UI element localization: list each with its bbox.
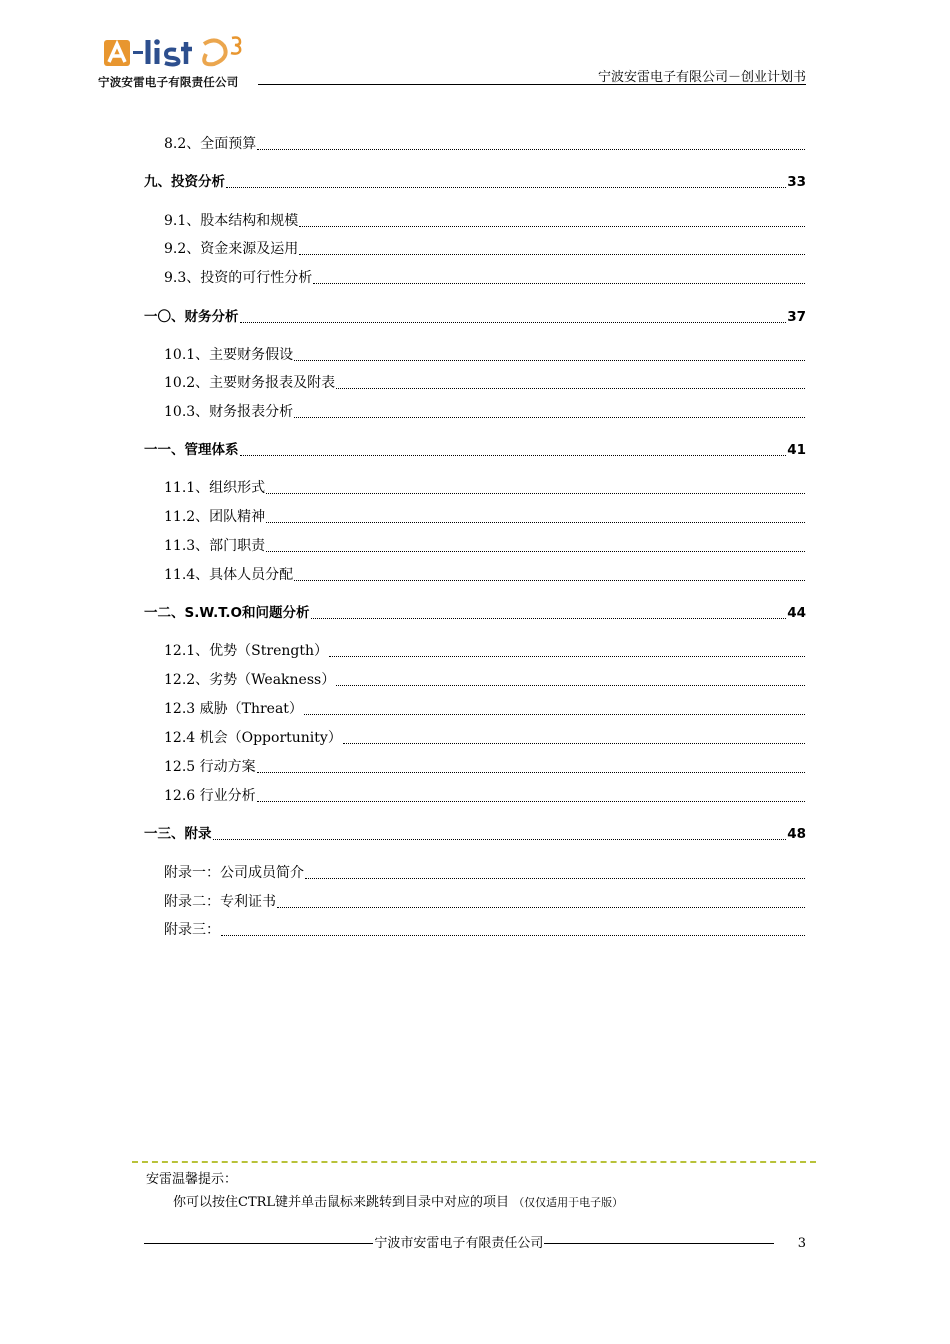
toc-section-label: 一三、附录 xyxy=(144,826,212,842)
toc-entry-label: 9.1、股本结构和规模 xyxy=(164,213,299,229)
page-number: 3 xyxy=(797,1236,807,1251)
toc-leader-dots xyxy=(313,283,805,284)
footer-underline-left xyxy=(144,1243,373,1244)
toc-entry[interactable] xyxy=(164,507,806,527)
toc-leader-dots xyxy=(277,907,805,908)
toc-entry-label: 12.3 威胁（Threat） xyxy=(164,701,303,717)
toc-entry[interactable] xyxy=(164,920,806,940)
toc-section-entry[interactable] xyxy=(144,603,806,623)
toc-entry[interactable] xyxy=(164,892,806,912)
toc-entry-label: 12.4 机会（Opportunity） xyxy=(164,730,342,746)
toc-entry-label: 12.5 行动方案 xyxy=(164,759,256,775)
toc-entry-label: 9.2、资金来源及运用 xyxy=(164,241,299,257)
toc-leader-dots xyxy=(294,417,805,418)
toc-entry[interactable] xyxy=(164,863,806,883)
toc-leader-dots xyxy=(240,322,787,323)
logo-company-name: 宁波安雷电子有限责任公司 xyxy=(98,75,239,89)
toc-section-label: 九、投资分析 xyxy=(144,174,225,190)
toc-leader-dots xyxy=(213,839,787,840)
toc-section-page: 41 xyxy=(787,442,806,458)
page-footer xyxy=(144,1232,806,1251)
toc-entry[interactable] xyxy=(164,239,806,259)
toc-section-page: 37 xyxy=(787,309,806,325)
toc-section-label: 一一、管理体系 xyxy=(144,442,239,458)
toc-leader-dots xyxy=(329,656,805,657)
toc-leader-dots xyxy=(343,743,805,744)
toc-leader-dots xyxy=(305,878,805,879)
footer-company: 宁波市安雷电子有限责任公司 xyxy=(374,1236,544,1251)
toc-entry-label: 10.2、主要财务报表及附表 xyxy=(164,375,336,391)
toc-entry-label: 12.2、劣势（Weakness） xyxy=(164,672,336,688)
notice-title: 安雷温馨提示： xyxy=(146,1172,238,1187)
toc-entry[interactable] xyxy=(164,268,806,288)
toc-entry-label: 11.1、组织形式 xyxy=(164,480,266,496)
toc-entry-label: 11.3、部门职责 xyxy=(164,538,266,554)
toc-entry-label: 12.1、优势（Strength） xyxy=(164,643,328,659)
toc-section-entry[interactable] xyxy=(144,172,806,192)
notice-text xyxy=(173,1191,623,1210)
toc-section-page: 44 xyxy=(787,605,806,621)
toc-leader-dots xyxy=(294,360,805,361)
toc-entry[interactable] xyxy=(164,134,806,154)
toc-entry-label: 12.6 行业分析 xyxy=(164,788,256,804)
toc-section-entry[interactable] xyxy=(144,307,806,327)
toc-section-entry[interactable] xyxy=(144,824,806,844)
toc-entry[interactable] xyxy=(164,670,806,690)
toc-entry[interactable] xyxy=(164,373,806,393)
toc-entry-label: 11.4、具体人员分配 xyxy=(164,567,294,583)
toc-entry[interactable] xyxy=(164,699,806,719)
toc-leader-dots xyxy=(266,493,805,494)
toc-section-label: 一〇、财务分析 xyxy=(144,309,239,325)
toc-leader-dots xyxy=(299,226,805,227)
toc-entry[interactable] xyxy=(164,565,806,585)
toc-leader-dots xyxy=(294,580,805,581)
toc-leader-dots xyxy=(221,935,805,936)
notice-body-text: 你可以按住CTRL键并单击鼠标来跳转到目录中对应的项目 xyxy=(173,1195,510,1210)
toc-leader-dots xyxy=(311,618,787,619)
document-title: 宁波安雷电子有限公司－创业计划书 xyxy=(597,70,806,85)
toc-leader-dots xyxy=(304,714,805,715)
toc-leader-dots xyxy=(226,187,786,188)
toc-entry[interactable] xyxy=(164,211,806,231)
toc-leader-dots xyxy=(257,149,805,150)
toc-entry-label: 10.1、主要财务假设 xyxy=(164,347,294,363)
toc-entry[interactable] xyxy=(164,536,806,556)
toc-leader-dots xyxy=(299,254,805,255)
toc-entry-label: 附录二：专利证书 xyxy=(164,894,276,910)
toc-entry-label: 8.2、全面预算 xyxy=(164,136,257,152)
toc-entry-label: 10.3、财务报表分析 xyxy=(164,404,294,420)
toc-leader-dots xyxy=(257,772,805,773)
toc-leader-dots xyxy=(336,685,805,686)
footer-underline-right xyxy=(544,1243,773,1244)
toc-leader-dots xyxy=(240,455,787,456)
toc-section-page: 48 xyxy=(787,826,806,842)
toc-entry-label: 附录一：公司成员简介 xyxy=(164,865,304,881)
toc-section-entry[interactable] xyxy=(144,440,806,460)
toc-entry-label: 9.3、投资的可行性分析 xyxy=(164,270,313,286)
toc-leader-dots xyxy=(266,522,805,523)
toc-entry[interactable] xyxy=(164,402,806,422)
toc-entry[interactable] xyxy=(164,757,806,777)
toc-entry[interactable] xyxy=(164,641,806,661)
notice-divider xyxy=(132,1161,816,1163)
notice-note: （仅仅适用于电子版） xyxy=(513,1196,624,1209)
toc-entry-label: 附录三： xyxy=(164,922,220,938)
toc-entry[interactable] xyxy=(164,345,806,365)
toc-section-page: 33 xyxy=(787,174,806,190)
toc-entry[interactable] xyxy=(164,728,806,748)
toc-leader-dots xyxy=(266,551,805,552)
toc-entry[interactable] xyxy=(164,478,806,498)
toc-leader-dots xyxy=(257,801,805,802)
toc-entry[interactable] xyxy=(164,786,806,806)
toc-leader-dots xyxy=(336,388,805,389)
toc-entry-label: 11.2、团队精神 xyxy=(164,509,266,525)
toc-section-label: 一二、S.W.T.O和问题分析 xyxy=(144,605,310,621)
